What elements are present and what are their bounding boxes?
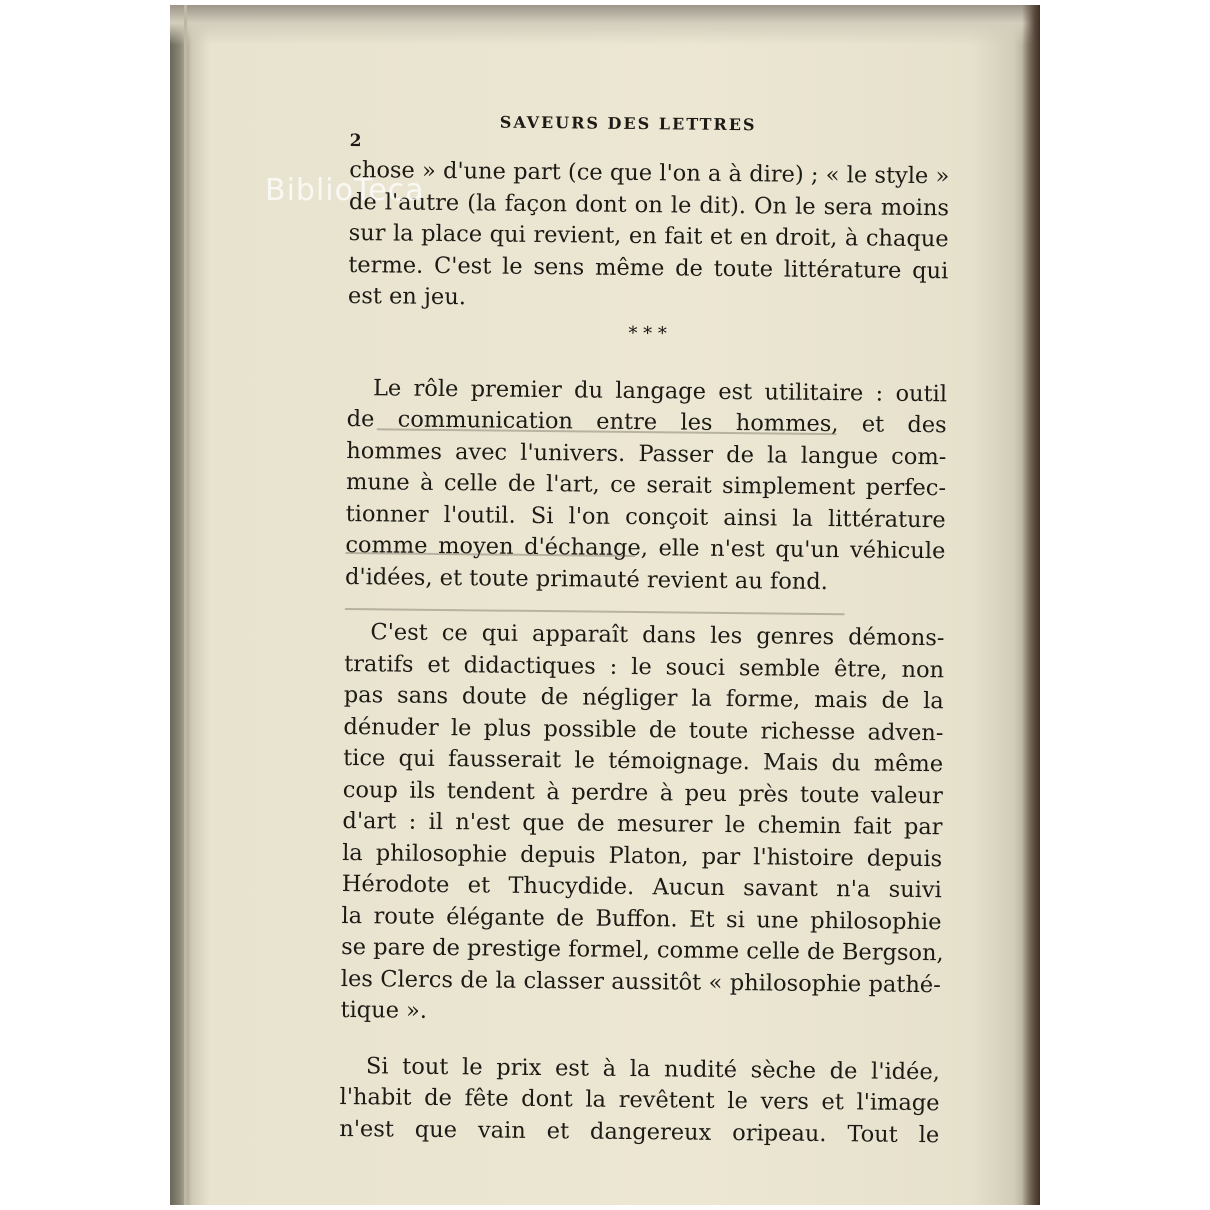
text-line: la philosophie depuis Platon, par l'histoire depuis xyxy=(342,839,943,872)
top-shadow xyxy=(170,5,1040,45)
text-line: dénuder le plus possible de toute richesse adven- xyxy=(343,713,944,746)
text-line: d'art : il n'est que de mesurer le chemin fait par xyxy=(342,807,943,841)
text-line: Le rôle premier du langage est utilitaire : outil xyxy=(372,374,948,407)
text-line: tice qui fausserait le témoignage. Mais du même xyxy=(343,744,944,778)
text-line: C'est ce qui apparaît dans les genres démons- xyxy=(370,619,945,652)
text-line: tratifs et didactiques : le souci semble être, non xyxy=(344,650,945,683)
page-number: 2 xyxy=(349,130,362,152)
text-line: chose » d'une part (ce que l'on a à dire) ; « le style » xyxy=(349,156,950,190)
text-line: l'habit de fête dont la revêtent le vers et l'image xyxy=(339,1083,940,1117)
text-line: sur la place qui revient, en fait et en droit, à chaque xyxy=(348,219,949,253)
text-line: n'est que vain et dangereux oripeau. Tout le xyxy=(339,1115,940,1148)
text-line: se pare de prestige formel, comme celle de Bergson, xyxy=(341,933,944,967)
text-line: tique ». xyxy=(340,996,428,1024)
text-line: comme moyen d'échange, elle n'est qu'un véhicule xyxy=(345,531,946,565)
asterism-glyph: * * * xyxy=(628,322,667,344)
text-line: pas sans doute de négliger la forme, mais de la xyxy=(343,681,944,715)
text-line: terme. C'est le sens même de toute littérature qui xyxy=(348,251,949,284)
book-page-photo xyxy=(170,5,1040,1205)
text-line: est en jeu. xyxy=(347,282,467,311)
text-line: tionner l'outil. Si l'on conçoit ainsi la littérature xyxy=(345,500,946,533)
text-line: d'idées, et toute primauté revient au fond. xyxy=(344,563,829,595)
paragraph-1 xyxy=(348,155,950,319)
page-text xyxy=(339,105,950,1151)
gutter-line xyxy=(184,5,187,1205)
paragraph-4 xyxy=(339,1050,940,1151)
watermark-logo: BiblioTeca xyxy=(265,173,425,208)
text-line: coup ils tendent à perdre à peu près toute valeur xyxy=(342,776,943,809)
running-title: SAVEURS DES LETTRES xyxy=(499,112,757,135)
text-line: Si tout le prix est à la nudité sèche de l'idée, xyxy=(365,1052,941,1085)
text-line: les Clercs de la classer aussitôt « philosophie pathé- xyxy=(340,965,941,998)
text-line: de communication entre les hommes, et des xyxy=(346,405,947,439)
text-line: Hérodote et Thucydide. Aucun savant n'a suivi xyxy=(341,870,942,904)
book-edge xyxy=(1022,5,1040,1205)
text-line: hommes avec l'univers. Passer de la langue com- xyxy=(346,437,947,470)
paragraph-3 xyxy=(340,617,944,1033)
paragraph-2 xyxy=(345,372,947,599)
text-line: mune à celle de l'art, ce serait simplement perfec- xyxy=(345,468,947,502)
text-line: de l'autre (la façon dont on le dit). On le sera moins xyxy=(348,188,950,221)
text-line: la route élégante de Buffon. Et si une philosophie xyxy=(341,902,942,935)
page-header xyxy=(349,105,949,161)
asterism xyxy=(347,312,948,378)
